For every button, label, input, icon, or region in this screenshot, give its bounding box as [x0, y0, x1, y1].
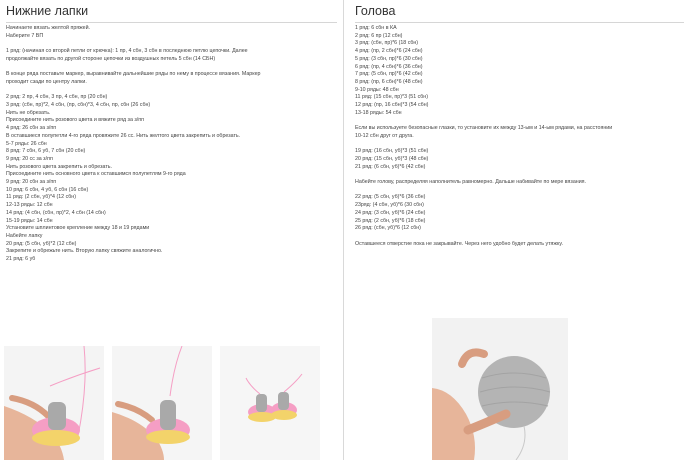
instruction-line: Если вы используете безопасные глазки, то установите их между 13-ым и 14-ым рядами, на расстоянии: [355, 125, 613, 132]
instruction-line: 12 ряд: (пр, 16 сбн)*3 (54 сбн): [355, 102, 429, 109]
photo-leg-hand-2: [112, 346, 212, 460]
paragraph-gap: [355, 187, 684, 195]
instruction-line: 25 ряд: (2 сбн, уб)*6 (18 сбн): [355, 217, 426, 224]
instruction-line: 2 ряд: 6 пр (12 сбн): [355, 32, 403, 39]
right-page-title: Голова: [355, 4, 684, 23]
instruction-line: 9 ряд: 20 сс за з/пп: [6, 155, 53, 162]
paragraph-gap: [355, 171, 684, 179]
paragraph-gap: [355, 141, 684, 149]
page-divider: [343, 0, 344, 460]
instruction-line: 8 ряд: 7 сбн, 6 уб, 7 сбн (20 сбн): [6, 148, 86, 155]
instruction-line: 11 ряд: (15 сбн, пр)*3 (51 сбн): [355, 94, 428, 101]
instruction-line: 20 ряд: (15 сбн, уб)*3 (48 сбн): [355, 155, 429, 162]
instruction-line: 22 ряд: (5 сбн, уб)*6 (36 сбн): [355, 194, 426, 201]
instruction-line: 5-7 ряды: 26 сбн: [6, 140, 47, 147]
instruction-line: 3 ряд: (сбн, пр)*6 (18 сбн): [355, 40, 419, 47]
instruction-line: Установите шплинтовое крепление между 18 и 19 рядами: [6, 225, 150, 232]
instruction-line: 9-10 ряды: 48 сбн: [355, 86, 399, 93]
instruction-line: 7 ряд: (5 сбн, пр)*6 (42 сбн): [355, 71, 423, 78]
instruction-line: 10 ряд: 6 сбн, 4 уб, 6 сбн (16 сбн): [6, 186, 89, 193]
instruction-line: 23ряд: (4 сбн, уб)*6 (30 сбн): [355, 202, 424, 209]
instruction-line: Набейте голову, распределяя наполнитель равномерно. Дальше набивайте по мере вязания.: [355, 179, 587, 186]
instruction-line: Начинаете вязать желтой пряжей.: [6, 25, 91, 31]
instruction-line: 3 ряд: (сбн, пр)*2, 4 сбн, (пр, сбн)*3, 4 сбн, пр, сбн (26 сбн): [6, 101, 151, 108]
instruction-line: 21 ряд: 6 уб: [6, 256, 36, 263]
paragraph-gap: [6, 87, 337, 95]
instruction-line: Присоедините нить основного цвета к оставшимся полупетлям 9-го ряда: [6, 171, 186, 178]
instruction-line: Присоедините нить розового цвета и вяжите ряд за з/пп: [6, 117, 145, 124]
instruction-line: Набейте лапку: [6, 232, 43, 239]
photo-head-hand: [432, 318, 568, 460]
instruction-line: В оставшиеся полупетли 4-го ряда провяжите 26 сс. Нить желтого цвета закрепить и обрезать.: [6, 132, 241, 139]
instruction-line: Закрепите и обрежьте нить. Вторую лапку свяжите аналогично.: [6, 248, 163, 255]
paragraph-gap: [6, 40, 337, 48]
paragraph-gap: [355, 233, 684, 241]
instruction-line: 26 ряд: (сбн, уб)*6 (12 сбн): [355, 225, 421, 232]
instruction-line: В конце ряда поставьте маркер, выравнивайте дальнейшие ряды по нему в процессе вязания. Маркер: [6, 71, 261, 78]
instruction-line: 1 ряд: (начиная со второй петли от крючка): 1 пр, 4 сбн, 3 сбн в последнюю петлю цепочки. Далее: [6, 48, 248, 55]
instruction-line: 8 ряд: (пр, 6 сбн)*6 (48 сбн): [355, 78, 423, 85]
instruction-line: Нить розового цвета закрепить и обрезать.: [6, 163, 113, 170]
instruction-line: 2 ряд: 2 пр, 4 сбн, 3 пр, 4 сбн, пр (20 сбн): [6, 94, 108, 101]
instruction-line: 15-19 ряды: 14 сбн: [6, 217, 53, 224]
instruction-line: 1 ряд: 6 сбн в КА: [355, 25, 397, 31]
instruction-line: 5 ряд: (3 сбн, пр)*6 (30 сбн): [355, 55, 423, 62]
right-instructions: [355, 25, 684, 248]
instruction-line: 12-13 ряды: 12 сбн: [6, 202, 53, 209]
paragraph-gap: [355, 117, 684, 125]
instruction-line: Оставшееся отверстие пока не закрывайте. Через него удобно будет делать утяжку.: [355, 240, 563, 247]
instruction-line: 21 ряд: (6 сбн, уб)*6 (42 сбн): [355, 163, 426, 170]
instruction-line: 19 ряд: (16 сбн, уб)*3 (51 сбн): [355, 148, 429, 155]
instruction-line: Нить не обрезать.: [6, 109, 51, 116]
instruction-line: 24 ряд: (3 сбн, уб)*6 (24 сбн): [355, 209, 426, 216]
left-page-title: Нижние лапки: [6, 4, 337, 23]
photo-two-legs: [220, 346, 320, 460]
instruction-line: продолжайте вязать по другой стороне цепочки из воздушных петель 5 сбн (14 СБН): [6, 55, 216, 62]
paragraph-gap: [6, 64, 337, 72]
instruction-line: 4 ряд: (пр, 2 сбн)*6 (24 сбн): [355, 48, 423, 55]
instruction-line: 20 ряд: (5 сбн, уб)*2 (12 сбн): [6, 240, 77, 247]
instruction-line: 10-12 сбн друг от друга.: [355, 132, 414, 139]
instruction-line: 13-18 ряды: 54 сбн: [355, 109, 402, 116]
left-instructions: [6, 25, 337, 264]
photo-leg-hand-1: [4, 346, 104, 460]
instruction-line: 9 ряд: 20 сбн за з/пп: [6, 179, 57, 186]
instruction-line: 6 ряд: (пр, 4 сбн)*6 (36 сбн): [355, 63, 423, 70]
instruction-line: Наберите 7 ВП: [6, 32, 44, 39]
instruction-line: 11 ряд: (2 сбн, уб)*4 (12 сбн): [6, 194, 76, 201]
instruction-line: 4 ряд: 26 сбн за з/пп: [6, 125, 57, 132]
instruction-line: проходит сзади по центру лапки.: [6, 78, 87, 85]
instruction-line: 14 ряд: (4 сбн, (сбн, пр)*2, 4 сбн (14 сбн): [6, 209, 106, 216]
